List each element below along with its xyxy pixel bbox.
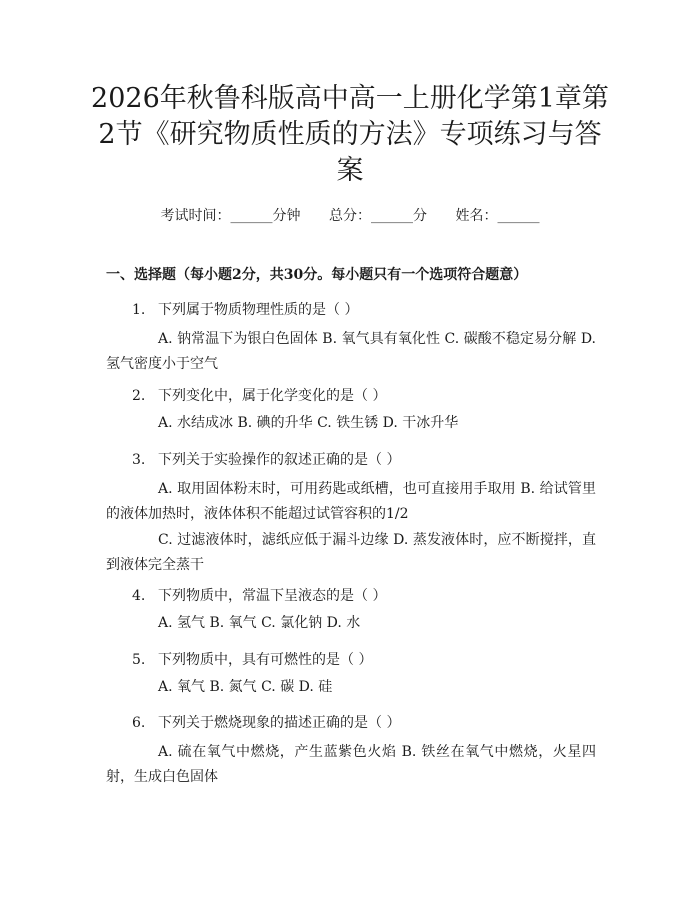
question-number: 6. [132,715,146,731]
question-3 [132,450,400,470]
question-2-options: A. 水结成冰 B. 碘的升华 C. 铁生锈 D. 干冰升华 [158,415,459,431]
question-3-options-cd: C. 过滤液体时，滤纸应低于漏斗边缘 D. 蒸发液体时，应不断搅拌，直到液体完全蒸干 [106,532,596,573]
section-heading: 一、选择题（每小题2分，共30分。每小题只有一个选项符合题意） [106,267,528,283]
exam-score: 总分：______分 [329,208,427,224]
question-4 [132,586,386,606]
question-4-options: A. 氢气 B. 氧气 C. 氯化钠 D. 水 [158,615,361,631]
document-title [90,81,610,189]
exam-meta [0,206,700,226]
question-text: 下列关于燃烧现象的描述正确的是（ ） [158,715,401,731]
question-text: 下列物质中，具有可燃性的是（ ） [158,652,373,668]
question-2 [132,386,386,406]
title-line-2: 2节《研究物质性质的方法》专项练习与答 [98,119,602,150]
question-6 [132,713,400,733]
question-3-options-ab: A. 取用固体粉末时，可用药匙或纸槽，也可直接用手取用 B. 给试管里的液体加热时，液体体积不能超过试管容积的1/2 [106,481,596,522]
question-number: 1. [132,302,146,318]
question-text: 下列物质中，常温下呈液态的是（ ） [158,588,387,604]
question-5 [132,650,372,670]
title-line-1: 2026年秋鲁科版高中高一上册化学第1章第 [91,83,609,114]
question-number: 4. [132,588,146,604]
question-text: 下列属于物质物理性质的是（ ） [158,302,359,318]
question-number: 2. [132,388,146,404]
question-text: 下列关于实验操作的叙述正确的是（ ） [158,452,401,468]
question-6-options: A. 硫在氧气中燃烧，产生蓝紫色火焰 B. 铁丝在氧气中燃烧，火星四射，生成白色固体 [106,744,596,785]
exam-time: 考试时间：______分钟 [160,208,301,224]
question-text: 下列变化中，属于化学变化的是（ ） [158,388,387,404]
question-5-options: A. 氧气 B. 氮气 C. 碳 D. 硅 [158,679,333,695]
question-number: 5. [132,652,146,668]
question-number: 3. [132,452,146,468]
title-line-3: 案 [336,155,364,186]
question-1-options: A. 钠常温下为银白色固体 B. 氧气具有氧化性 C. 碳酸不稳定易分解 D. 氢气密度小于空气 [106,331,596,372]
student-name: 姓名：______ [455,208,540,224]
question-1 [132,300,358,320]
